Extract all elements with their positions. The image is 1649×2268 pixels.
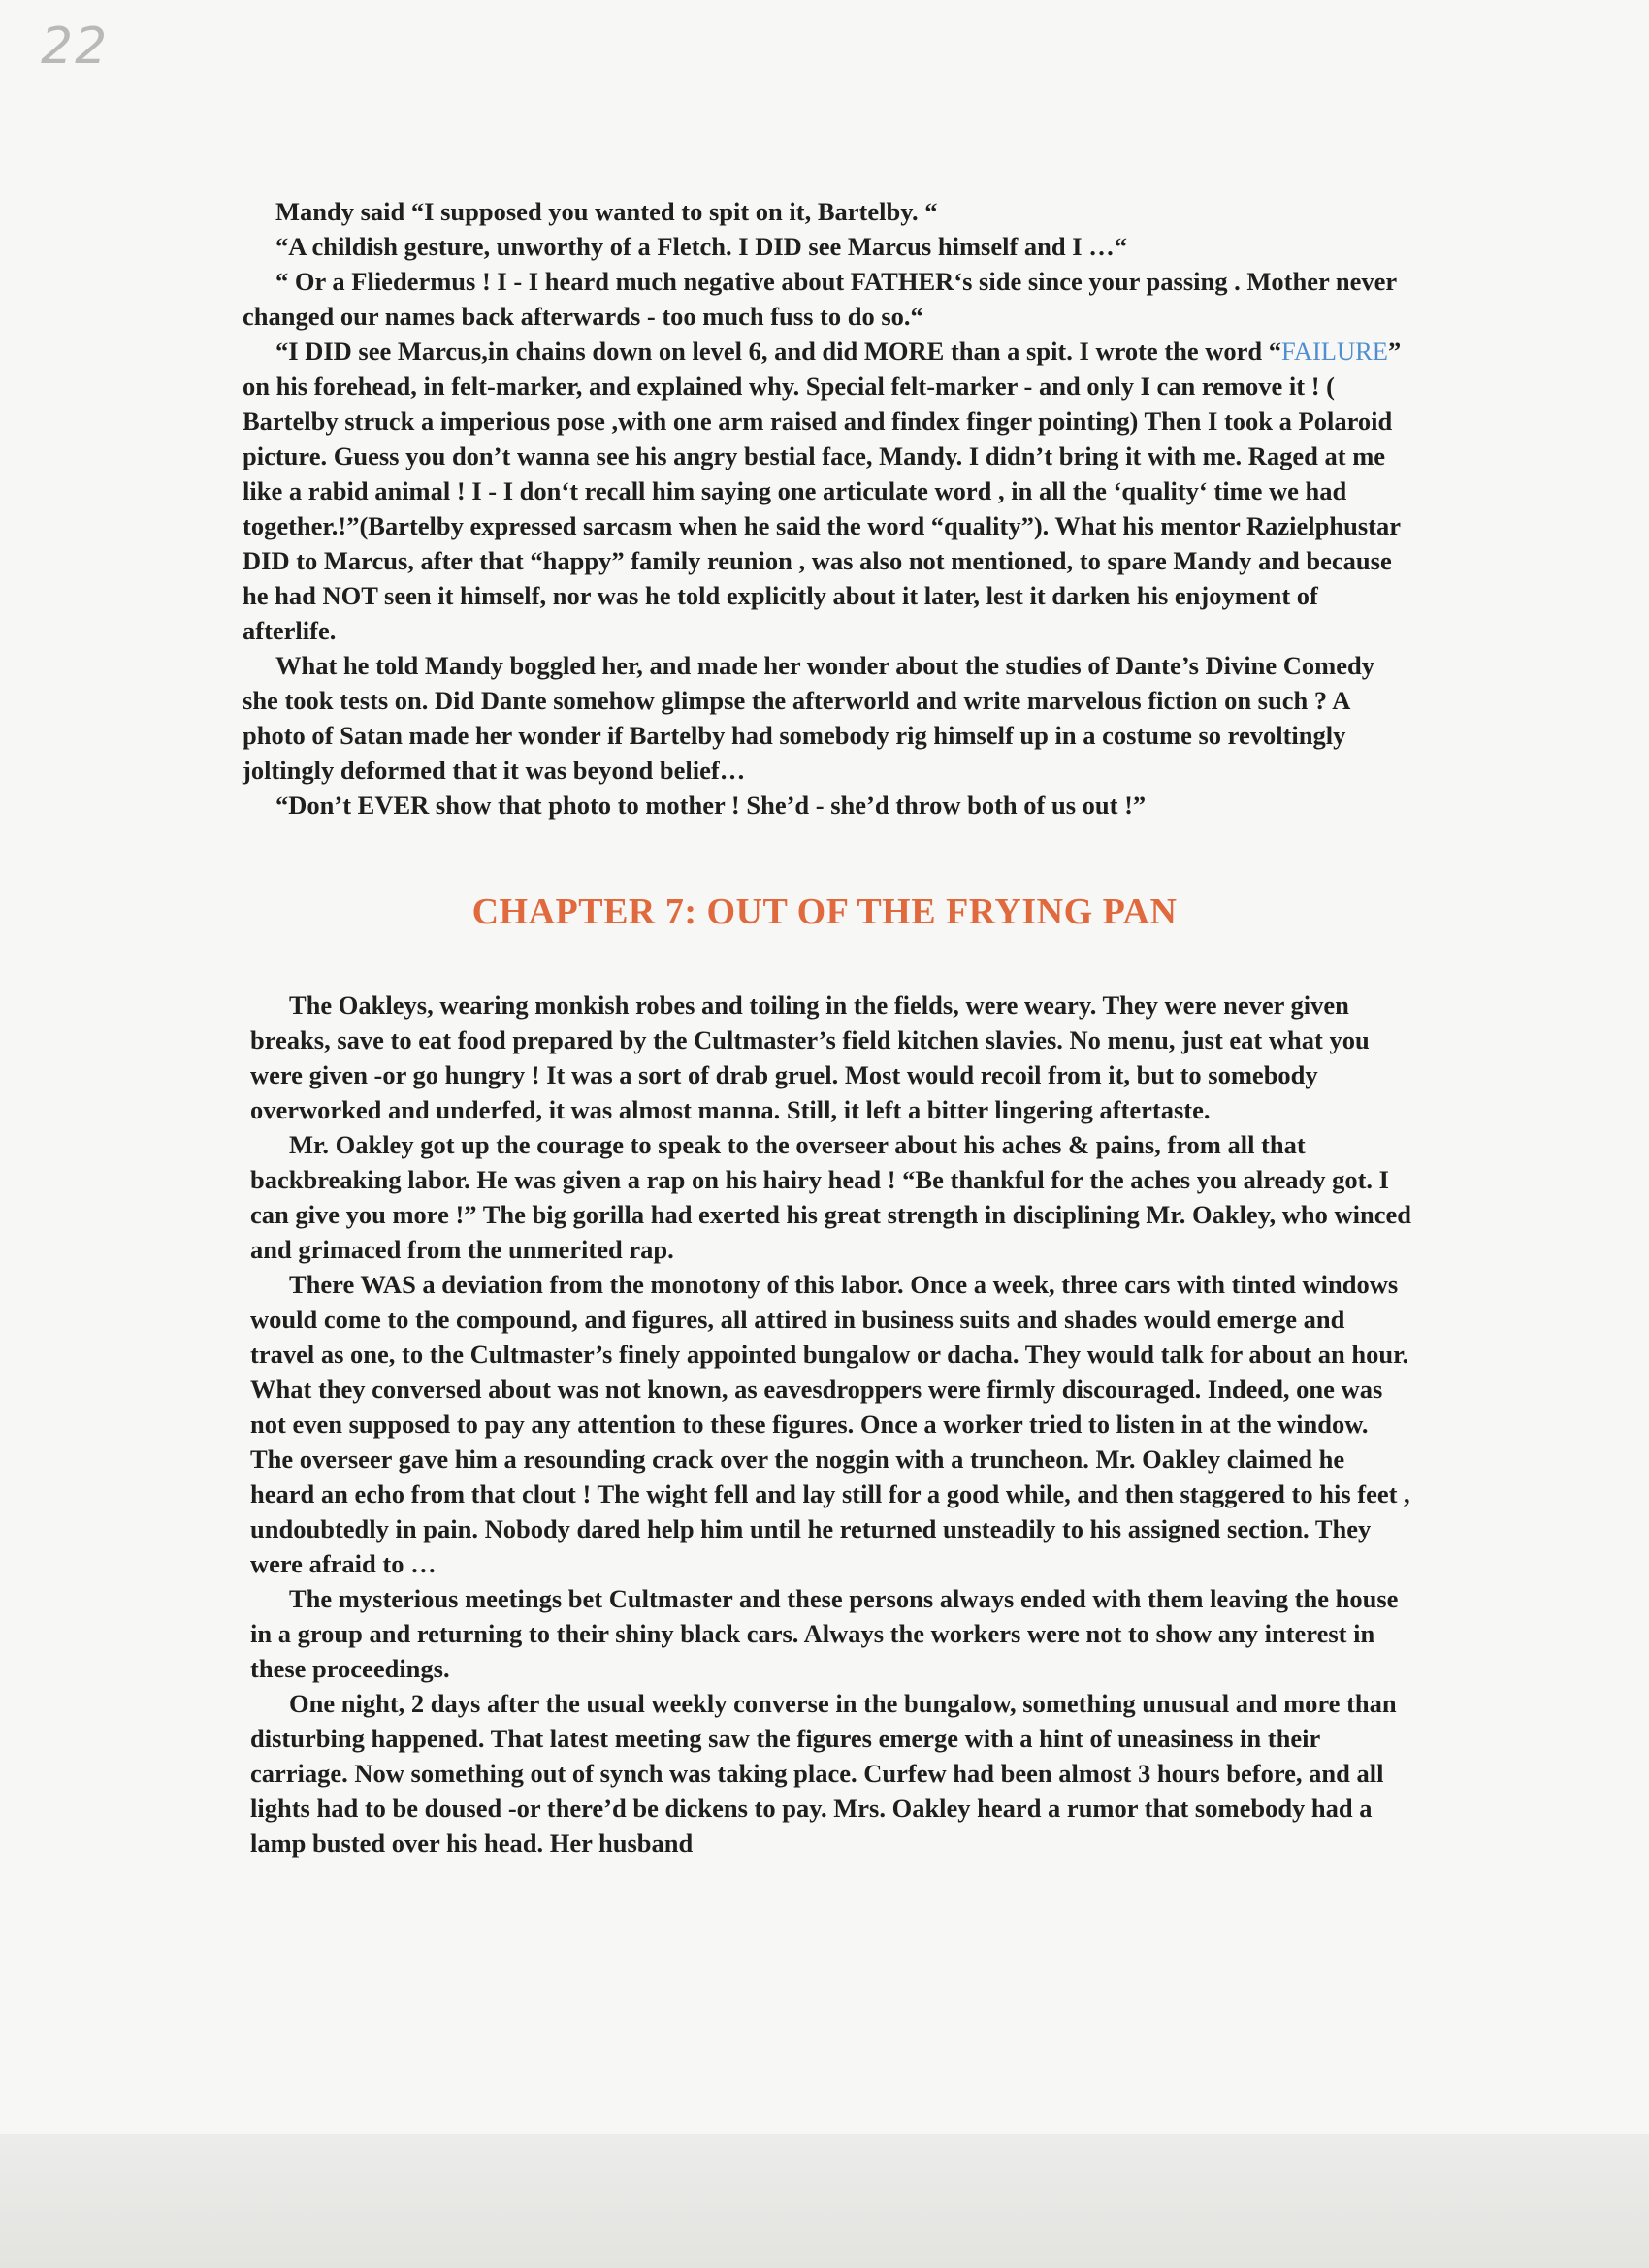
handwritten-page-number: 22 [41, 17, 110, 76]
paragraph: “Don’t EVER show that photo to mother ! She’d - she’d throw both of us out !” [275, 791, 1147, 820]
text-span: “I DID see Marcus,in chains down on level 6, and did MORE than a spit. I wrote the word “ [275, 337, 1282, 366]
paragraph: Mandy said “I supposed you wanted to spit on it, Bartelby. “ [275, 197, 938, 226]
text-span: ” on his forehead, in felt-marker, and explained why. Special felt-marker - and only I can remove it ! ( Bartelby struck a imperious pose ,with one arm raised and findex finger pointing) Then I took a Polaroid picture. Guess you don’t wanna see his angry bestial face, Mandy. I didn’t bring it with me. Raged at me like a rabid animal ! I - I don‘t recall him saying one articulate word , in all the ‘quality‘ time we had together.!”(Bartelby expressed sarcasm when he said the word “quality”). What his mentor Razielphustar DID to Marcus, after that “happy” family reunion , was also not mentioned, to spare Mandy and because he had NOT seen it himself, nor was he told explicitly about it later, lest it darken his enjoyment of afterlife. [242, 337, 1402, 645]
paragraph: One night, 2 days after the usual weekly converse in the bungalow, something unusual and more than disturbing happened. That latest meeting saw the figures emerge with a hint of uneasiness in their carriage. Now something out of synch was taking place. Curfew had been almost 3 hours before, and all lights had to be doused -or there’d be dickens to pay. Mrs. Oakley heard a rumor that somebody had a lamp busted over his head. Her husband [250, 1689, 1397, 1858]
chapter-body [250, 988, 1414, 1861]
highlighted-word: FAILURE [1281, 337, 1388, 366]
chapter-heading: CHAPTER 7: OUT OF THE FRYING PAN [471, 891, 1178, 932]
scanner-background [0, 2134, 1649, 2268]
paragraph: What he told Mandy boggled her, and made her wonder about the studies of Dante’s Divine Comedy she took tests on. Did Dante somehow glimpse the afterworld and write marvelous fiction on such ? A photo of Satan made her wonder if Bartelby had somebody rig himself up in a costume so revoltingly joltingly deformed that it was beyond belief… [242, 651, 1374, 785]
paragraph: “ Or a Fliedermus ! I - I heard much negative about FATHER‘s side since your passing . Mother never changed our names back afterwards - too much fuss to do so.“ [242, 267, 1397, 331]
paragraph [242, 334, 1416, 648]
paragraph: There WAS a deviation from the monotony of this labor. Once a week, three cars with tinted windows would come to the compound, and figures, all attired in business suits and shades would emerge and travel as one, to the Cultmaster’s finely appointed bungalow or dacha. They would talk for about an hour. What they conversed about was not known, as eavesdroppers were firmly discouraged. Indeed, one was not even supposed to pay any attention to these figures. Once a worker tried to listen in at the window. The overseer gave him a resounding crack over the noggin with a truncheon. Mr. Oakley claimed he heard an echo from that clout ! The wight fell and lay still for a good while, and then staggered to his feet , undoubtedly in pain. Nobody dared help him until he returned unsteadily to his assigned section. They were afraid to … [250, 1270, 1410, 1578]
dialogue-section [242, 194, 1416, 823]
paragraph: Mr. Oakley got up the courage to speak to the overseer about his aches & pains, from all that backbreaking labor. He was given a rap on his hairy head ! “Be thankful for the aches you already got. I can give you more !” The big gorilla had exerted his great strength in disciplining Mr. Oakley, who winced and grimaced from the unmerited rap. [250, 1130, 1411, 1264]
paragraph: The mysterious meetings bet Cultmaster and these persons always ended with them leaving the house in a group and returning to their shiny black cars. Always the workers were not to show any interest in these proceedings. [250, 1584, 1399, 1683]
paragraph: “A childish gesture, unworthy of a Fletch. I DID see Marcus himself and I …“ [275, 232, 1127, 261]
paragraph: The Oakleys, wearing monkish robes and toiling in the fields, were weary. They were never given breaks, save to eat food prepared by the Cultmaster’s field kitchen slavies. No menu, just eat what you were given -or go hungry ! It was a sort of drab gruel. Most would recoil from it, but to somebody overworked and underfed, it was almost manna. Still, it left a bitter lingering aftertaste. [250, 990, 1370, 1124]
